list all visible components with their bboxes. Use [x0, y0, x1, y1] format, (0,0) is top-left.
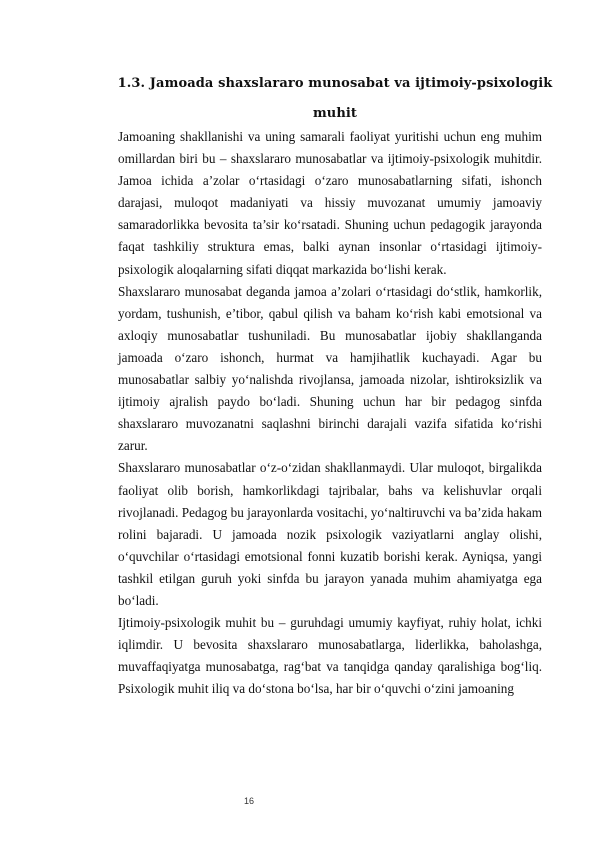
- paragraph: Shaxslararo munosabat deganda jamoa a’zolari o‘rtasidagi do‘stlik, hamkorlik, yordam, tushunish, e’tibor, qabul qilish va baham ko‘rish kabi emotsional va axloqiy munosabatlar tushuniladi. Bu munosabatlar ijobiy shakllanganda jamoada o‘zaro ishonch, hurmat va hamjihatlik kuchayadi. Agar bu munosabatlar salbiy yo‘nalishda rivojlansa, jamoada nizolar, ishtiroksizlik va ijtimoiy ajralish paydo bo‘ladi. Shuning uchun har bir pedagog sinfda shaxslararo muvozanatni saqlashni birinchi darajali vazifa sifatida ko‘rishi zarur.: [118, 283, 542, 454]
- body-text: [118, 126, 542, 700]
- paragraph: Jamoaning shakllanishi va uning samarali faoliyat yuritishi uchun eng muhim omillardan biri bu – shaxslararo munosabatlar va ijtimoiy-psixologik muhitdir. Jamoa ichida a’zolar o‘rtasidagi o‘zaro munosabatlarning sifati, ishonch darajasi, muloqot madaniyati va hissiy muvozanat umumiy jamoaviy samaradorlikka bevosita ta’sir ko‘rsatadi. Shuning uchun pedagogik jarayonda faqat tashkiliy struktura emas, balki aynan insonlar o‘rtasidagi ijtimoiy-psixologik aloqalarning sifati diqqat markazida bo‘lishi kerak.: [118, 129, 542, 277]
- paragraph: Ijtimoiy-psixologik muhit bu – guruhdagi umumiy kayfiyat, ruhiy holat, ichki iqlimdir. U bevosita shaxslararo munosabatlarga, liderlikka, baholashga, muvaffaqiyatga munosabatga, rag‘bat va tanqidga qanday qaralishiga bog‘liq. Psixologik muhit iliq va do‘stona bo‘lsa, har bir o‘quvchi o‘zini jamoaning: [118, 615, 542, 697]
- section-heading: 1.3. Jamoada shaxslararo munosabat va ijtimoiy-psixologik muhit: [117, 76, 553, 121]
- page-number: 16: [244, 796, 255, 806]
- paragraph: Shaxslararo munosabatlar o‘z-o‘zidan shakllanmaydi. Ular muloqot, birgalikda faoliyat olib borish, hamkorlikdagi tajribalar, bahs va kelishuvlar orqali rivojlanadi. Pedagog bu jarayonlarda vositachi, yo‘naltiruvchi va ba’zida hakam rolini bajaradi. U jamoada nozik psixologik vaziyatlarni anglay olishi, o‘quvchilar o‘rtasidagi emotsional fonni kuzatib borishi kerak. Ayniqsa, yangi tashkil etilgan guruh yoki sinfda bu jarayon yanada muhim ahamiyatga ega bo‘ladi.: [118, 460, 542, 608]
